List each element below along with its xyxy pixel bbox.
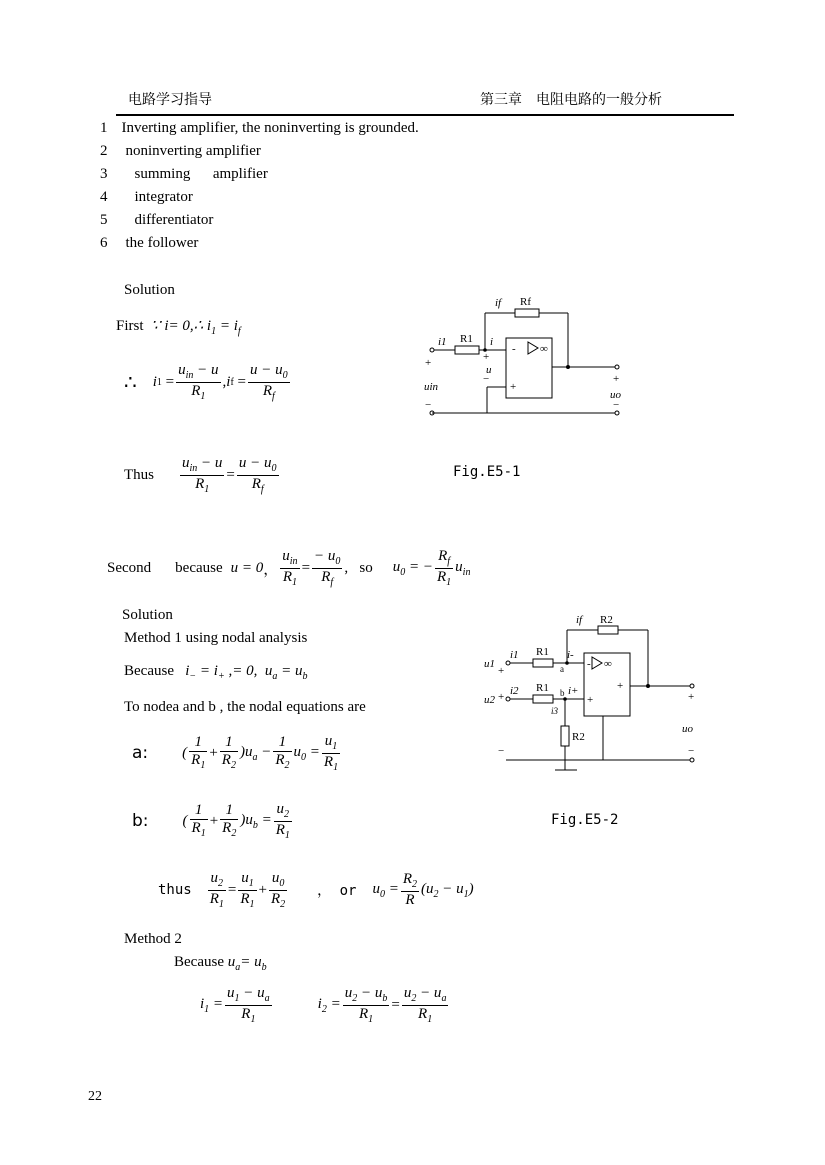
circuit2-label: b bbox=[560, 688, 565, 698]
equation-thus: Thus $\frac{u_{in} - u}{R_1}$ = $\frac{u - u_0}{R_f}$ bbox=[124, 455, 277, 495]
circuit1-label: R1 bbox=[460, 333, 473, 345]
circuit1-label: u bbox=[486, 364, 492, 376]
equation-thus-2: thus $\frac{u_2}{R_1}$ = $\frac{u_1}{R_1}$ + $\frac{u_0}{R_2}$ ， or $u_0$ = $\frac{R_2}{R}$ $(u_2 - u_1)$ bbox=[158, 870, 474, 910]
circuit2-label: R1 bbox=[536, 646, 549, 658]
list-item: 5 differentiator bbox=[100, 212, 214, 228]
solution-heading: Solution bbox=[122, 607, 173, 623]
figure-caption: Fig.E5-2 bbox=[551, 812, 619, 828]
list-item: 4 integrator bbox=[100, 189, 193, 205]
first-equation: ∵ i= 0,∴ $i_1 = i_f$ bbox=[151, 318, 241, 337]
list-item: 1 Inverting amplifier, the noninverting is grounded. bbox=[100, 120, 419, 136]
list-item: 6 the follower bbox=[100, 235, 199, 251]
circuit2-label: i1 bbox=[510, 649, 519, 661]
svg-text:-: - bbox=[587, 658, 591, 670]
svg-text:∞: ∞ bbox=[604, 658, 612, 670]
svg-text:+: + bbox=[613, 373, 620, 385]
svg-text:−: − bbox=[498, 745, 505, 757]
circuit-diagram-2 bbox=[480, 610, 705, 775]
equation-second: Second because u = 0 ， $\frac{u_{in}}{R_1}$ = $\frac{- u_0}{R_f}$ , so $u_0$ = − $\frac{R_f}{R_1}$ $u_{in}$ bbox=[107, 548, 471, 588]
circuit-diagram-1 bbox=[420, 290, 630, 425]
figure-caption: Fig.E5-1 bbox=[453, 464, 521, 480]
circuit2-label: R1 bbox=[536, 682, 549, 694]
because-line: Because $i_- = i_+$ ,= 0, $u_a = u_b$ bbox=[124, 663, 308, 682]
page-number: 22 bbox=[88, 1089, 102, 1104]
circuit1-label: if bbox=[495, 297, 502, 309]
circuit1-label: i1 bbox=[438, 336, 447, 348]
circuit2-label: u1 bbox=[484, 658, 495, 670]
svg-text:-: - bbox=[512, 343, 516, 355]
circuit1-label: i bbox=[490, 336, 494, 348]
svg-text:+: + bbox=[617, 680, 624, 692]
svg-text:∞: ∞ bbox=[540, 343, 548, 355]
first-line: First ∵ i= 0,∴ $i_1 = i_f$ bbox=[116, 318, 241, 337]
equation-node-b: b: ( $\frac{1}{R_1}$ + $\frac{1}{R_2}$ )$u_b$ = $\frac{u_2}{R_1}$ bbox=[132, 801, 290, 841]
svg-text:+: + bbox=[498, 665, 505, 677]
header-left: 电路学习指导 bbox=[128, 92, 212, 108]
equation-node-a: a: ( $\frac{1}{R_1}$ + $\frac{1}{R_2}$ )$u_a$ − $\frac{1}{R_2}$ $u_0$ = $\frac{u_1}{R_1}$ bbox=[132, 733, 339, 773]
nodal-intro: To nodea and b , the nodal equations are bbox=[124, 699, 366, 715]
svg-text:−: − bbox=[483, 373, 490, 385]
equation-currents: ∴ i 1 = $\frac{u_{in} - u}{R_1}$ , i f = $\frac{u - u_0}{R_f}$ bbox=[124, 362, 288, 402]
method2-because: Because $u_a= u_b$ bbox=[174, 954, 267, 973]
circuit2-label: u2 bbox=[484, 694, 495, 706]
header-right: 第三章 电阻电路的一般分析 bbox=[480, 92, 662, 108]
circuit2-label: R2 bbox=[600, 614, 613, 626]
list-item: 3 summing amplifier bbox=[100, 166, 268, 182]
equation-method2: $i_1$ = $\frac{u_1 - u_a}{R_1}$ $i_2$ = $\frac{u_2 - u_b}{R_1}$ = $\frac{u_2 - u_a}{R_1}$ bbox=[200, 985, 447, 1025]
svg-text:−: − bbox=[688, 745, 695, 757]
svg-text:+: + bbox=[498, 691, 505, 703]
circuit2-label: i2 bbox=[510, 685, 519, 697]
circuit2-label: i3 bbox=[551, 706, 559, 716]
header-rule bbox=[116, 114, 734, 116]
circuit2-label: i- bbox=[567, 649, 574, 661]
list-item: 2 noninverting amplifier bbox=[100, 143, 261, 159]
method1-heading: Method 1 using nodal analysis bbox=[124, 630, 308, 646]
svg-text:+: + bbox=[510, 381, 517, 393]
circuit1-label: uin bbox=[424, 381, 439, 393]
circuit2-label: a bbox=[560, 664, 564, 674]
svg-text:+: + bbox=[688, 691, 695, 703]
circuit1-label: uo bbox=[610, 389, 621, 401]
svg-text:+: + bbox=[483, 351, 490, 363]
solution-heading: Solution bbox=[124, 282, 175, 298]
circuit1-label: Rf bbox=[520, 296, 531, 308]
circuit2-label: uo bbox=[682, 723, 693, 735]
svg-text:−: − bbox=[613, 399, 620, 411]
method2-heading: Method 2 bbox=[124, 931, 182, 947]
circuit2-label: R2 bbox=[572, 731, 585, 743]
circuit2-label: if bbox=[576, 614, 583, 626]
svg-text:−: − bbox=[425, 399, 432, 411]
svg-text:+: + bbox=[587, 694, 594, 706]
svg-text:+: + bbox=[425, 357, 432, 369]
circuit2-label: i+ bbox=[568, 685, 579, 697]
